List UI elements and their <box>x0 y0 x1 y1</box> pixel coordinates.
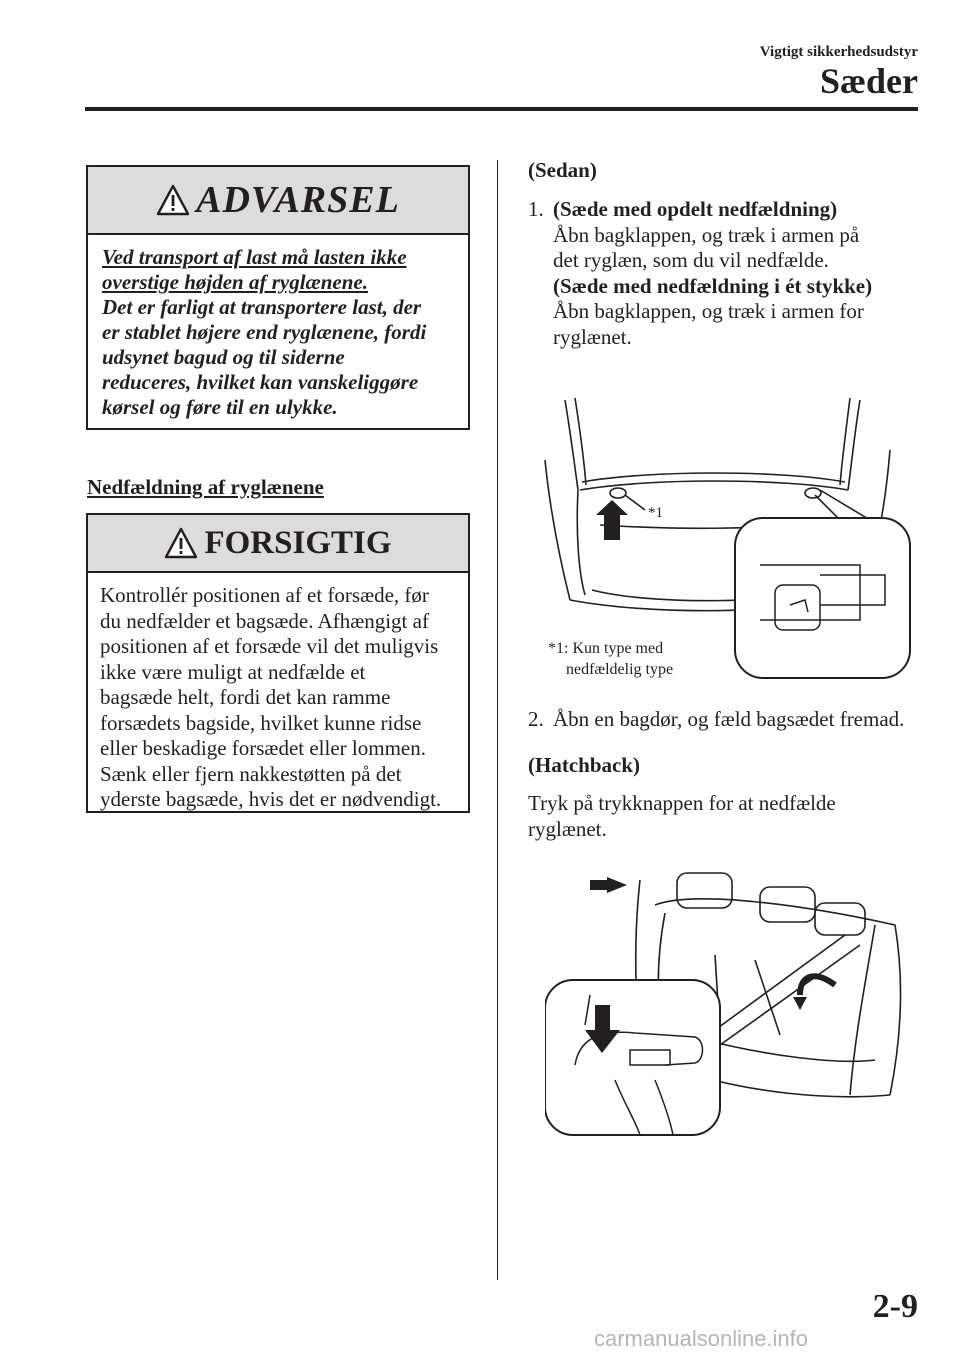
caution-title: FORSIGTIG <box>204 524 392 561</box>
hatchback-seat-illustration <box>545 865 915 1140</box>
warning-triangle-icon <box>164 527 198 559</box>
step-number: 2. <box>528 707 544 731</box>
fold-arrow-icon <box>793 997 807 1010</box>
caution-line: eller beskadige forsædet eller lommen. <box>100 736 426 760</box>
chapter-title: Vigtigt sikkerhedsudstyr <box>759 44 918 60</box>
caution-line: positionen af et forsæde vil det muligvis <box>100 634 439 658</box>
header-divider <box>85 107 918 111</box>
warning-title: ADVARSEL <box>196 179 400 221</box>
warning-line: overstige højden af ryglænene. <box>102 270 368 294</box>
step-1-title-split: (Sæde med opdelt nedfældning) <box>553 197 838 221</box>
sedan-heading: (Sedan) <box>528 158 597 182</box>
hatchback-text <box>528 791 836 842</box>
section-heading: Nedfældning af ryglænene <box>87 475 324 499</box>
warning-line: Ved transport af last må lasten ikke <box>102 245 407 269</box>
step-number: 1. <box>528 197 544 221</box>
caution-box <box>86 513 470 813</box>
caution-line: bagsæde helt, fordi det kan ramme <box>100 685 391 709</box>
caption-line: *1: Kun type med <box>548 640 664 657</box>
hatchback-heading: (Hatchback) <box>528 753 640 777</box>
warning-line: reduceres, hvilket kan vanskeliggøre <box>102 370 419 394</box>
column-divider <box>497 160 498 1280</box>
step-1-line: Åbn bagklappen, og træk i armen for <box>553 299 864 324</box>
caution-line: Kontrollér positionen af et forsæde, før <box>100 583 429 607</box>
caution-text <box>88 573 468 813</box>
page-title: Sæder <box>820 61 918 101</box>
warning-box <box>86 165 470 430</box>
illustration-caption <box>548 638 673 680</box>
warning-line: kørsel og føre til en ulykke. <box>102 395 338 419</box>
caution-box-header <box>88 515 468 573</box>
watermark: carmanualsonline.info <box>594 1326 809 1351</box>
hatchback-line: Tryk på trykknappen for at nedfælde <box>528 791 836 815</box>
warning-line: udsynet bagud og til siderne <box>102 345 345 369</box>
warning-text <box>88 235 468 420</box>
step-1-title-single: (Sæde med nedfældning i ét stykke) <box>553 273 873 298</box>
page-number: 2-9 <box>872 1288 918 1325</box>
step-2 <box>528 707 544 733</box>
caution-line: du nedfælder et bagsæde. Afhængigt af <box>100 608 429 633</box>
caption-line: nedfældelig type <box>566 661 674 678</box>
arrow-up-icon <box>596 500 628 540</box>
warning-line: er stablet højere end ryglænene, fordi <box>102 320 427 344</box>
step-1-line: ryglænet. <box>553 324 632 349</box>
step-1-line: Åbn bagklappen, og træk i armen på <box>553 222 860 247</box>
caution-line: Sænk eller fjern nakkestøtten på det <box>100 761 402 786</box>
warning-triangle-icon <box>156 184 190 216</box>
caution-line: yderste bagsæde, hvis det er nødvendigt. <box>100 787 442 811</box>
warning-box-header <box>88 167 468 235</box>
step-1-content <box>553 197 923 351</box>
hatchback-line: ryglænet. <box>528 816 607 841</box>
step-1 <box>528 197 544 223</box>
callout-label: *1 <box>648 505 663 521</box>
step-1-line: det ryglæn, som du vil nedfælde. <box>553 248 829 273</box>
warning-line: Det er farligt at transportere last, der <box>102 295 422 319</box>
caution-line: forsædets bagside, hvilket kunne ridse <box>100 710 422 735</box>
caution-line: ikke være muligt at nedfælde et <box>100 659 366 684</box>
step-2-text: Åbn en bagdør, og fæld bagsædet fremad. <box>553 707 905 731</box>
